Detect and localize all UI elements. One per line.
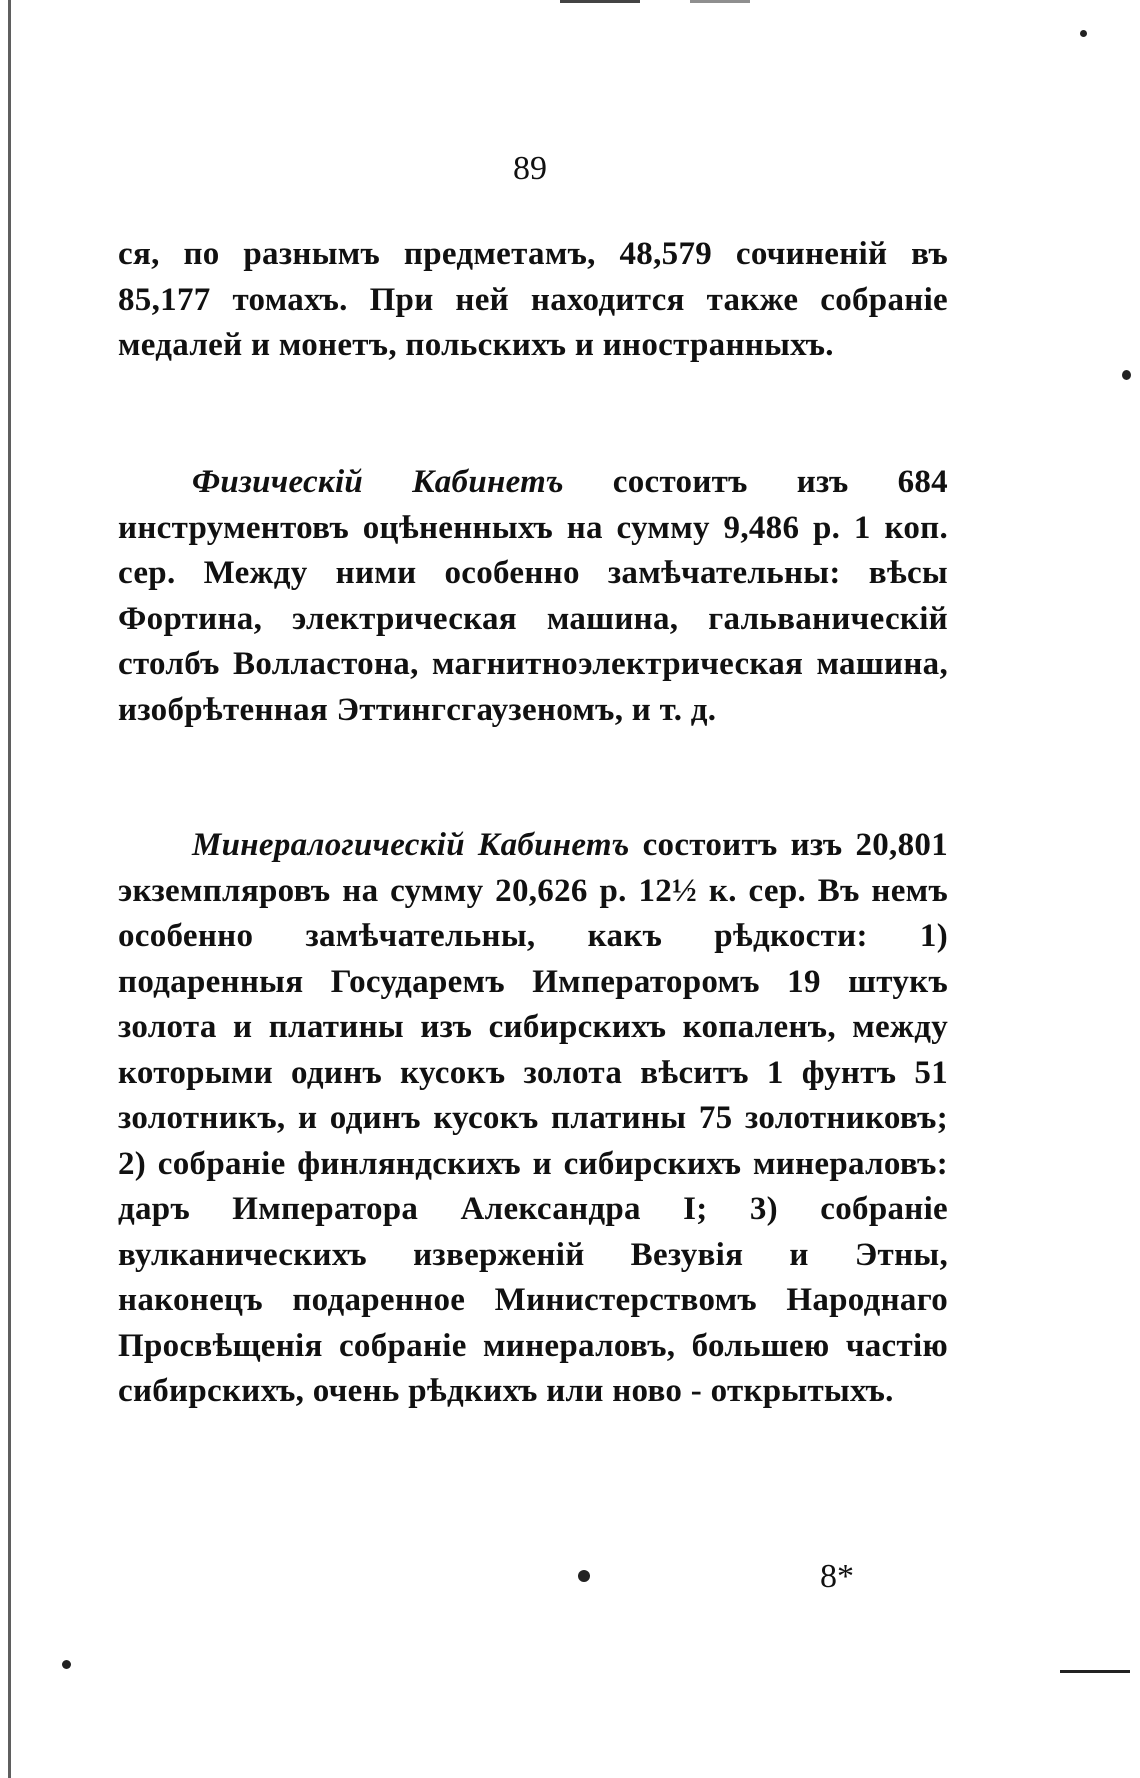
paragraph-library <box>118 232 948 369</box>
ink-speck <box>578 1570 590 1582</box>
paragraph-text: состоитъ изъ 684 инструментовъ оцѣненныхъ на сумму 9,486 р. 1 коп. сер. Между ними особенно замѣчательны: вѣсы Фортина, электрическая машина, гальваническій столбъ Волластона, магнитноэлектрическая машина, изобрѣтенная Эттингсгаузеномъ, и т. д. <box>118 464 948 728</box>
paragraph-physics-cabinet <box>118 460 948 733</box>
paragraph-heading: Минералогическій Кабинетъ <box>192 827 630 863</box>
paragraph-heading: Физическій Кабинетъ <box>192 464 564 500</box>
edge-dash <box>1060 1670 1130 1673</box>
paragraph-text: состоитъ изъ 20,801 экземпляровъ на сумму 20,626 р. 12½ к. сер. Въ немъ особенно замѣчательны, какъ рѣдкости: 1) подаренныя Государемъ Императоромъ 19 штукъ золота и платины изъ сибирскихъ копаленъ, между которыми одинъ кусокъ золота вѣситъ 1 фунтъ 51 золотникъ, и одинъ кусокъ платины 75 золотниковъ; 2) собраніе финляндскихъ и сибирскихъ минераловъ: даръ Императора Александра I; 3) собраніе вулканическихъ изверженій Везувія и Этны, наконецъ подаренное Министерствомъ Народнаго Просвѣщенія собраніе минераловъ, большею частію сибирскихъ, очень рѣдкихъ или ново - открытыхъ. <box>118 827 948 1409</box>
paragraph-mineralogy-cabinet <box>118 823 948 1415</box>
ink-speck <box>62 1660 71 1669</box>
page-number: 89 <box>513 150 547 187</box>
ink-speck <box>1080 30 1087 37</box>
printer-signature: 8* <box>820 1558 854 1595</box>
paragraph-text: ся, по разнымъ предметамъ, 48,579 сочиненій въ 85,177 томахъ. При ней находится также собраніе медалей и монетъ, польскихъ и иностранныхъ. <box>118 236 948 363</box>
ink-speck <box>1122 370 1131 380</box>
page-edge-line <box>8 0 11 1778</box>
top-edge-mark <box>690 0 750 3</box>
top-edge-mark <box>560 0 640 3</box>
